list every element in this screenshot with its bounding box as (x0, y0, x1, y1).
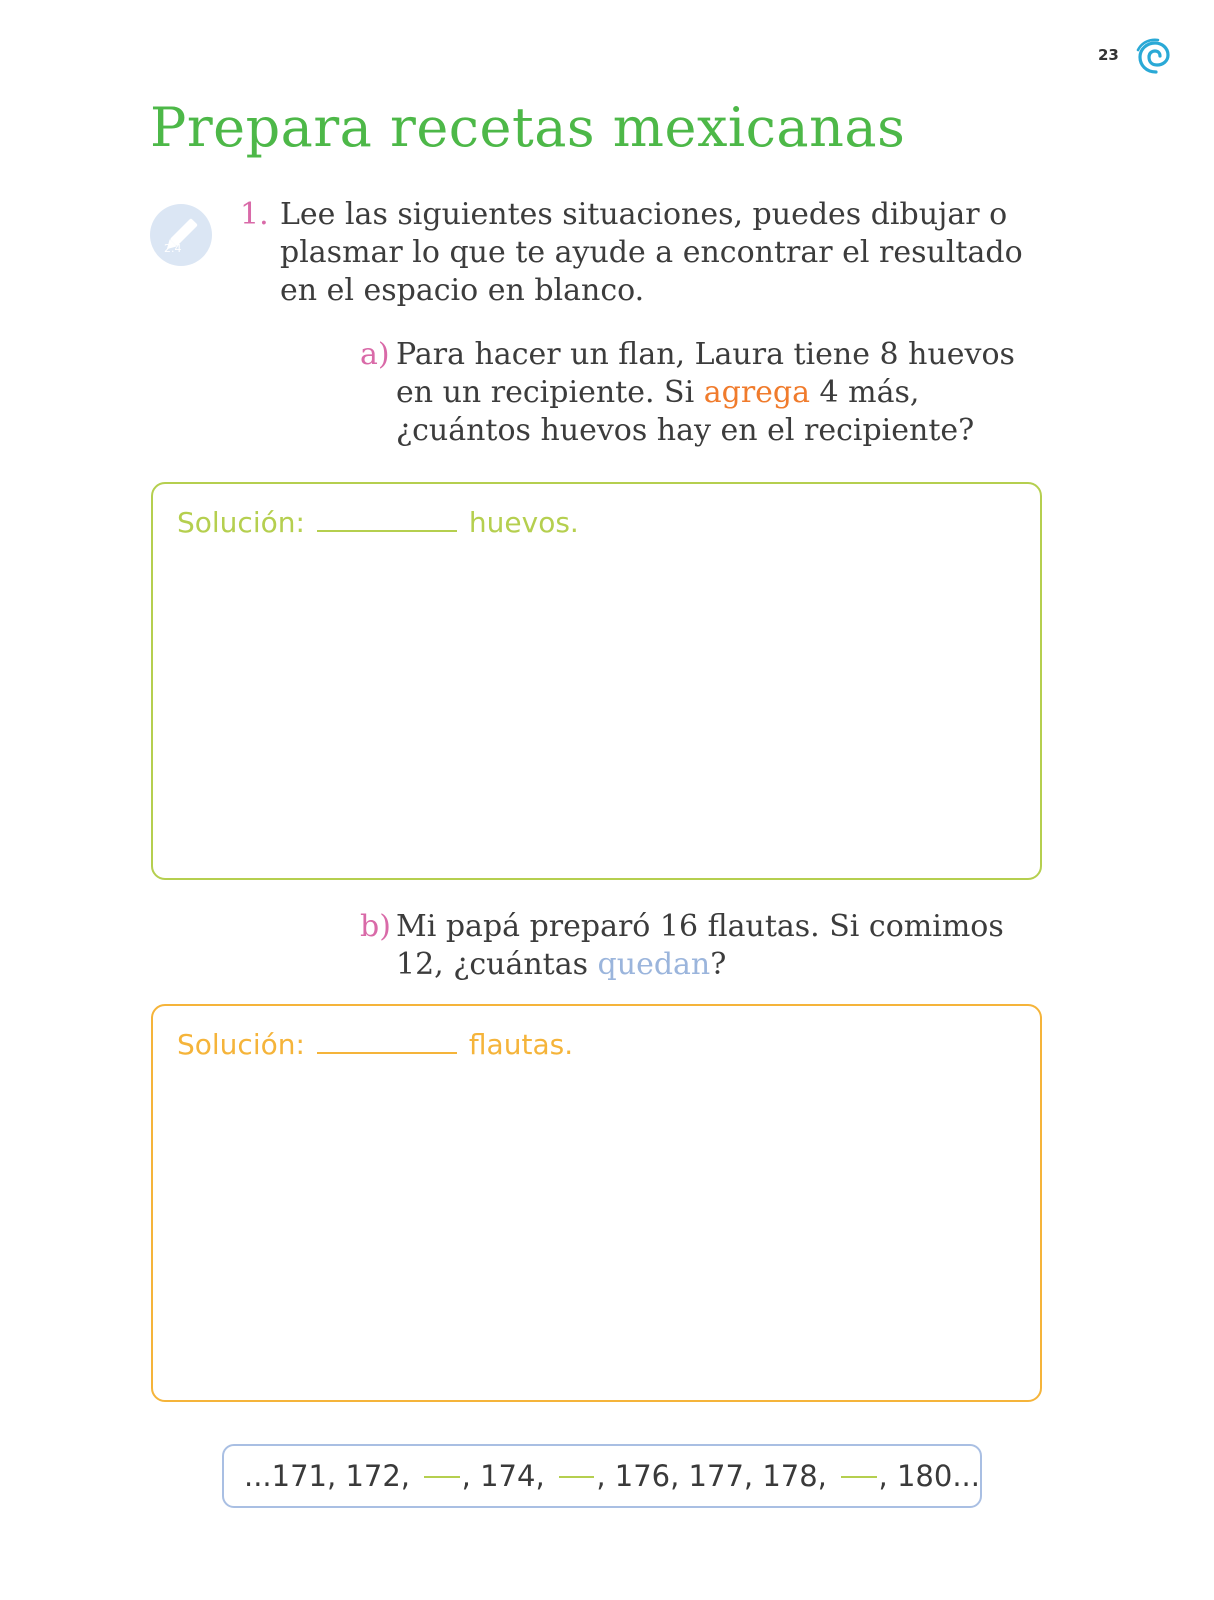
question-b (360, 908, 1060, 984)
instruction (240, 196, 1040, 310)
sequence-blank-1[interactable] (424, 1475, 460, 1478)
question-a-text-after: 4 más, ¿cuántos huevos hay en el recipiente? (396, 375, 975, 448)
solution-unit-a: huevos. (468, 506, 579, 539)
question-a-text (396, 336, 1060, 450)
instruction-text: Lee las siguientes situaciones, puedes dibujar o plasmar lo que te ayude a encontrar el resultado en el espacio en blanco. (280, 197, 1023, 308)
page-number: 23 (1098, 46, 1119, 64)
solution-label-a: Solución: (177, 506, 305, 539)
sequence-part-3: , 176, 177, 178, (596, 1459, 827, 1493)
sequence-part-2: , 174, (461, 1459, 545, 1493)
pencil-icon (150, 204, 212, 266)
solution-label-b: Solución: (177, 1028, 305, 1061)
solution-unit-b: flautas. (468, 1028, 574, 1061)
answer-box-b[interactable] (151, 1004, 1042, 1402)
solution-blank-a[interactable] (317, 529, 457, 532)
question-b-highlight: quedan (597, 947, 711, 982)
question-b-text (396, 908, 1060, 984)
swirl-logo-icon (1136, 38, 1176, 78)
solution-line-b (177, 1028, 573, 1061)
page-title: Prepara recetas mexicanas (150, 96, 906, 159)
answer-box-a[interactable] (151, 482, 1042, 880)
sequence-blank-3[interactable] (841, 1475, 877, 1478)
sequence-part-1: ...171, 172, (244, 1459, 411, 1493)
question-b-letter: b) (360, 909, 391, 944)
sequence-blank-2[interactable] (559, 1475, 595, 1478)
question-a-letter: a) (360, 337, 390, 372)
question-b-text-after: ? (710, 947, 727, 982)
instruction-number: 1. (240, 197, 269, 232)
question-b-text-before: Mi papá preparó 16 flautas. Si comimos 12, ¿cuántas (396, 909, 1004, 982)
solution-line-a (177, 506, 579, 539)
sequence-part-4: , 180... (878, 1459, 980, 1493)
svg-text:2.4: 2.4 (164, 242, 182, 255)
solution-blank-b[interactable] (317, 1051, 457, 1054)
number-sequence (222, 1444, 982, 1508)
question-a-highlight: agrega (703, 375, 811, 410)
question-a-text-before: Para hacer un flan, Laura tiene 8 huevos en un recipiente. Si (396, 337, 1015, 410)
question-a (360, 336, 1060, 450)
